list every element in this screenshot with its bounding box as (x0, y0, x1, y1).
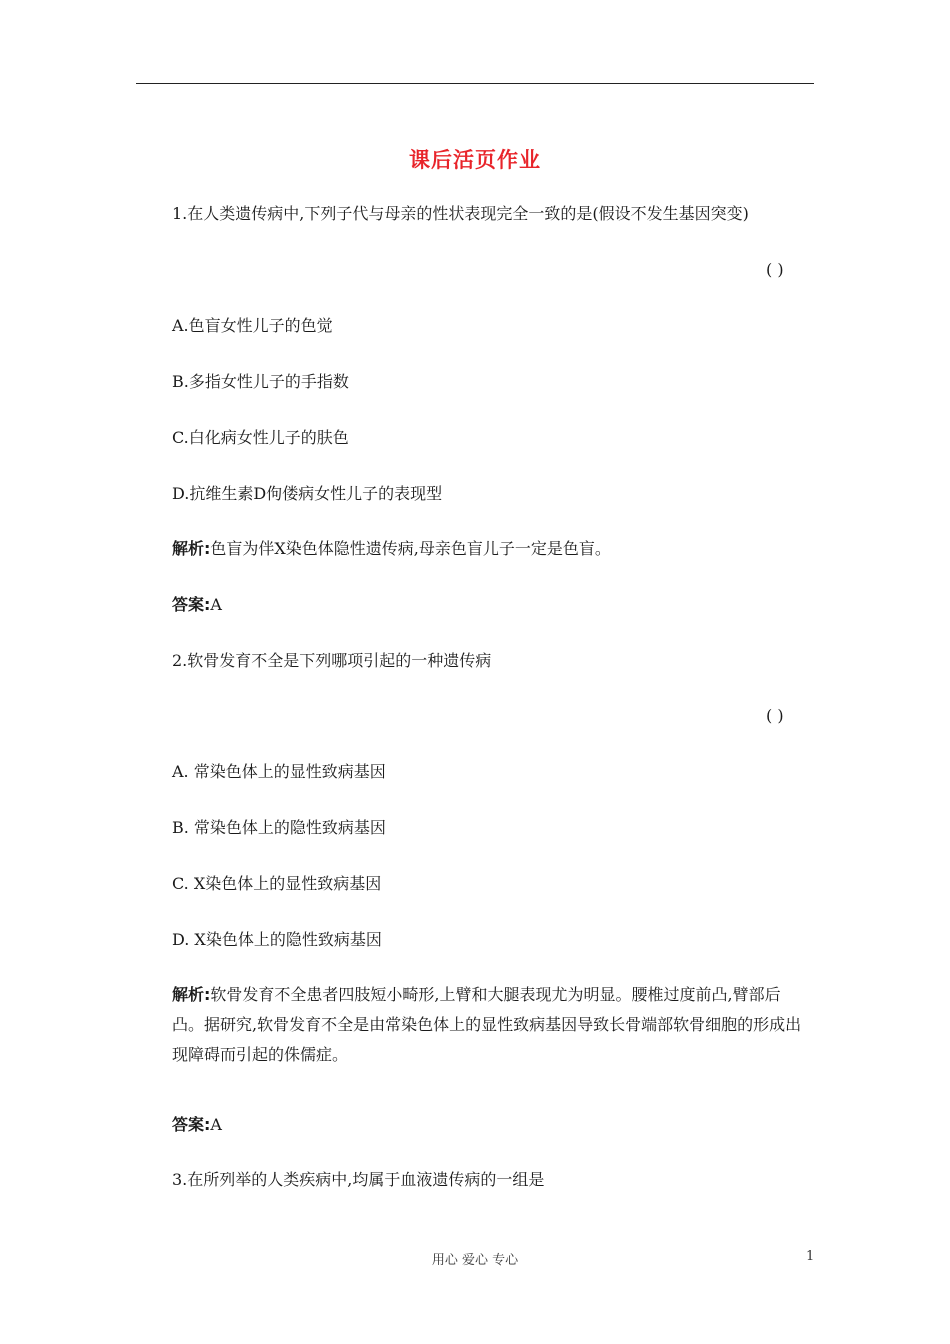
q2-analysis-label: 解析: (172, 985, 211, 1004)
q1-analysis (172, 539, 611, 559)
q1-option-b: B.多指女性儿子的手指数 (172, 372, 349, 391)
q1-analysis-text: 色盲为伴X染色体隐性遗传病,母亲色盲儿子一定是色盲。 (210, 539, 611, 558)
q2-option-d: D. X染色体上的隐性致病基因 (172, 930, 382, 949)
q2-stem: 2.软骨发育不全是下列哪项引起的一种遗传病 (172, 651, 492, 670)
footer-motto: 用心 爱心 专心 (431, 1253, 519, 1268)
q1-option-d: D.抗维生素D佝偻病女性儿子的表现型 (172, 484, 443, 503)
q1-answer-text: A (210, 595, 222, 614)
q2-option-a: A. 常染色体上的显性致病基因 (172, 762, 386, 781)
q2-answer (172, 1115, 222, 1135)
q1-option-a: A.色盲女性儿子的色觉 (172, 316, 333, 335)
q1-option-c: C.白化病女性儿子的肤色 (172, 428, 349, 447)
q1-analysis-label: 解析: (172, 539, 211, 558)
q2-answer-text: A (210, 1115, 222, 1134)
q2-option-b: B. 常染色体上的隐性致病基因 (172, 818, 386, 837)
q1-answer (172, 595, 222, 615)
page-title: 课后活页作业 (409, 148, 541, 172)
q1-answer-label: 答案: (172, 595, 211, 614)
q2-analysis (172, 980, 812, 1070)
page-number: 1 (806, 1249, 815, 1264)
q2-option-c: C. X染色体上的显性致病基因 (172, 874, 382, 893)
q2-analysis-text: 软骨发育不全患者四肢短小畸形,上臂和大腿表现尤为明显。腰椎过度前凸,臂部后凸。据研究,软骨发育不全是由常染色体上的显性致病基因导致长骨端部软骨细胞的形成出现障碍而引起的侏儒症。 (172, 985, 802, 1064)
header-rule (136, 83, 814, 84)
q3-stem: 3.在所列举的人类疾病中,均属于血液遗传病的一组是 (172, 1170, 545, 1189)
q2-answer-bracket: ( ) (766, 706, 784, 725)
q1-answer-bracket: ( ) (766, 260, 784, 279)
q2-answer-label: 答案: (172, 1115, 211, 1134)
q1-stem: 1.在人类遗传病中,下列子代与母亲的性状表现完全一致的是(假设不发生基因突变) (172, 204, 749, 223)
